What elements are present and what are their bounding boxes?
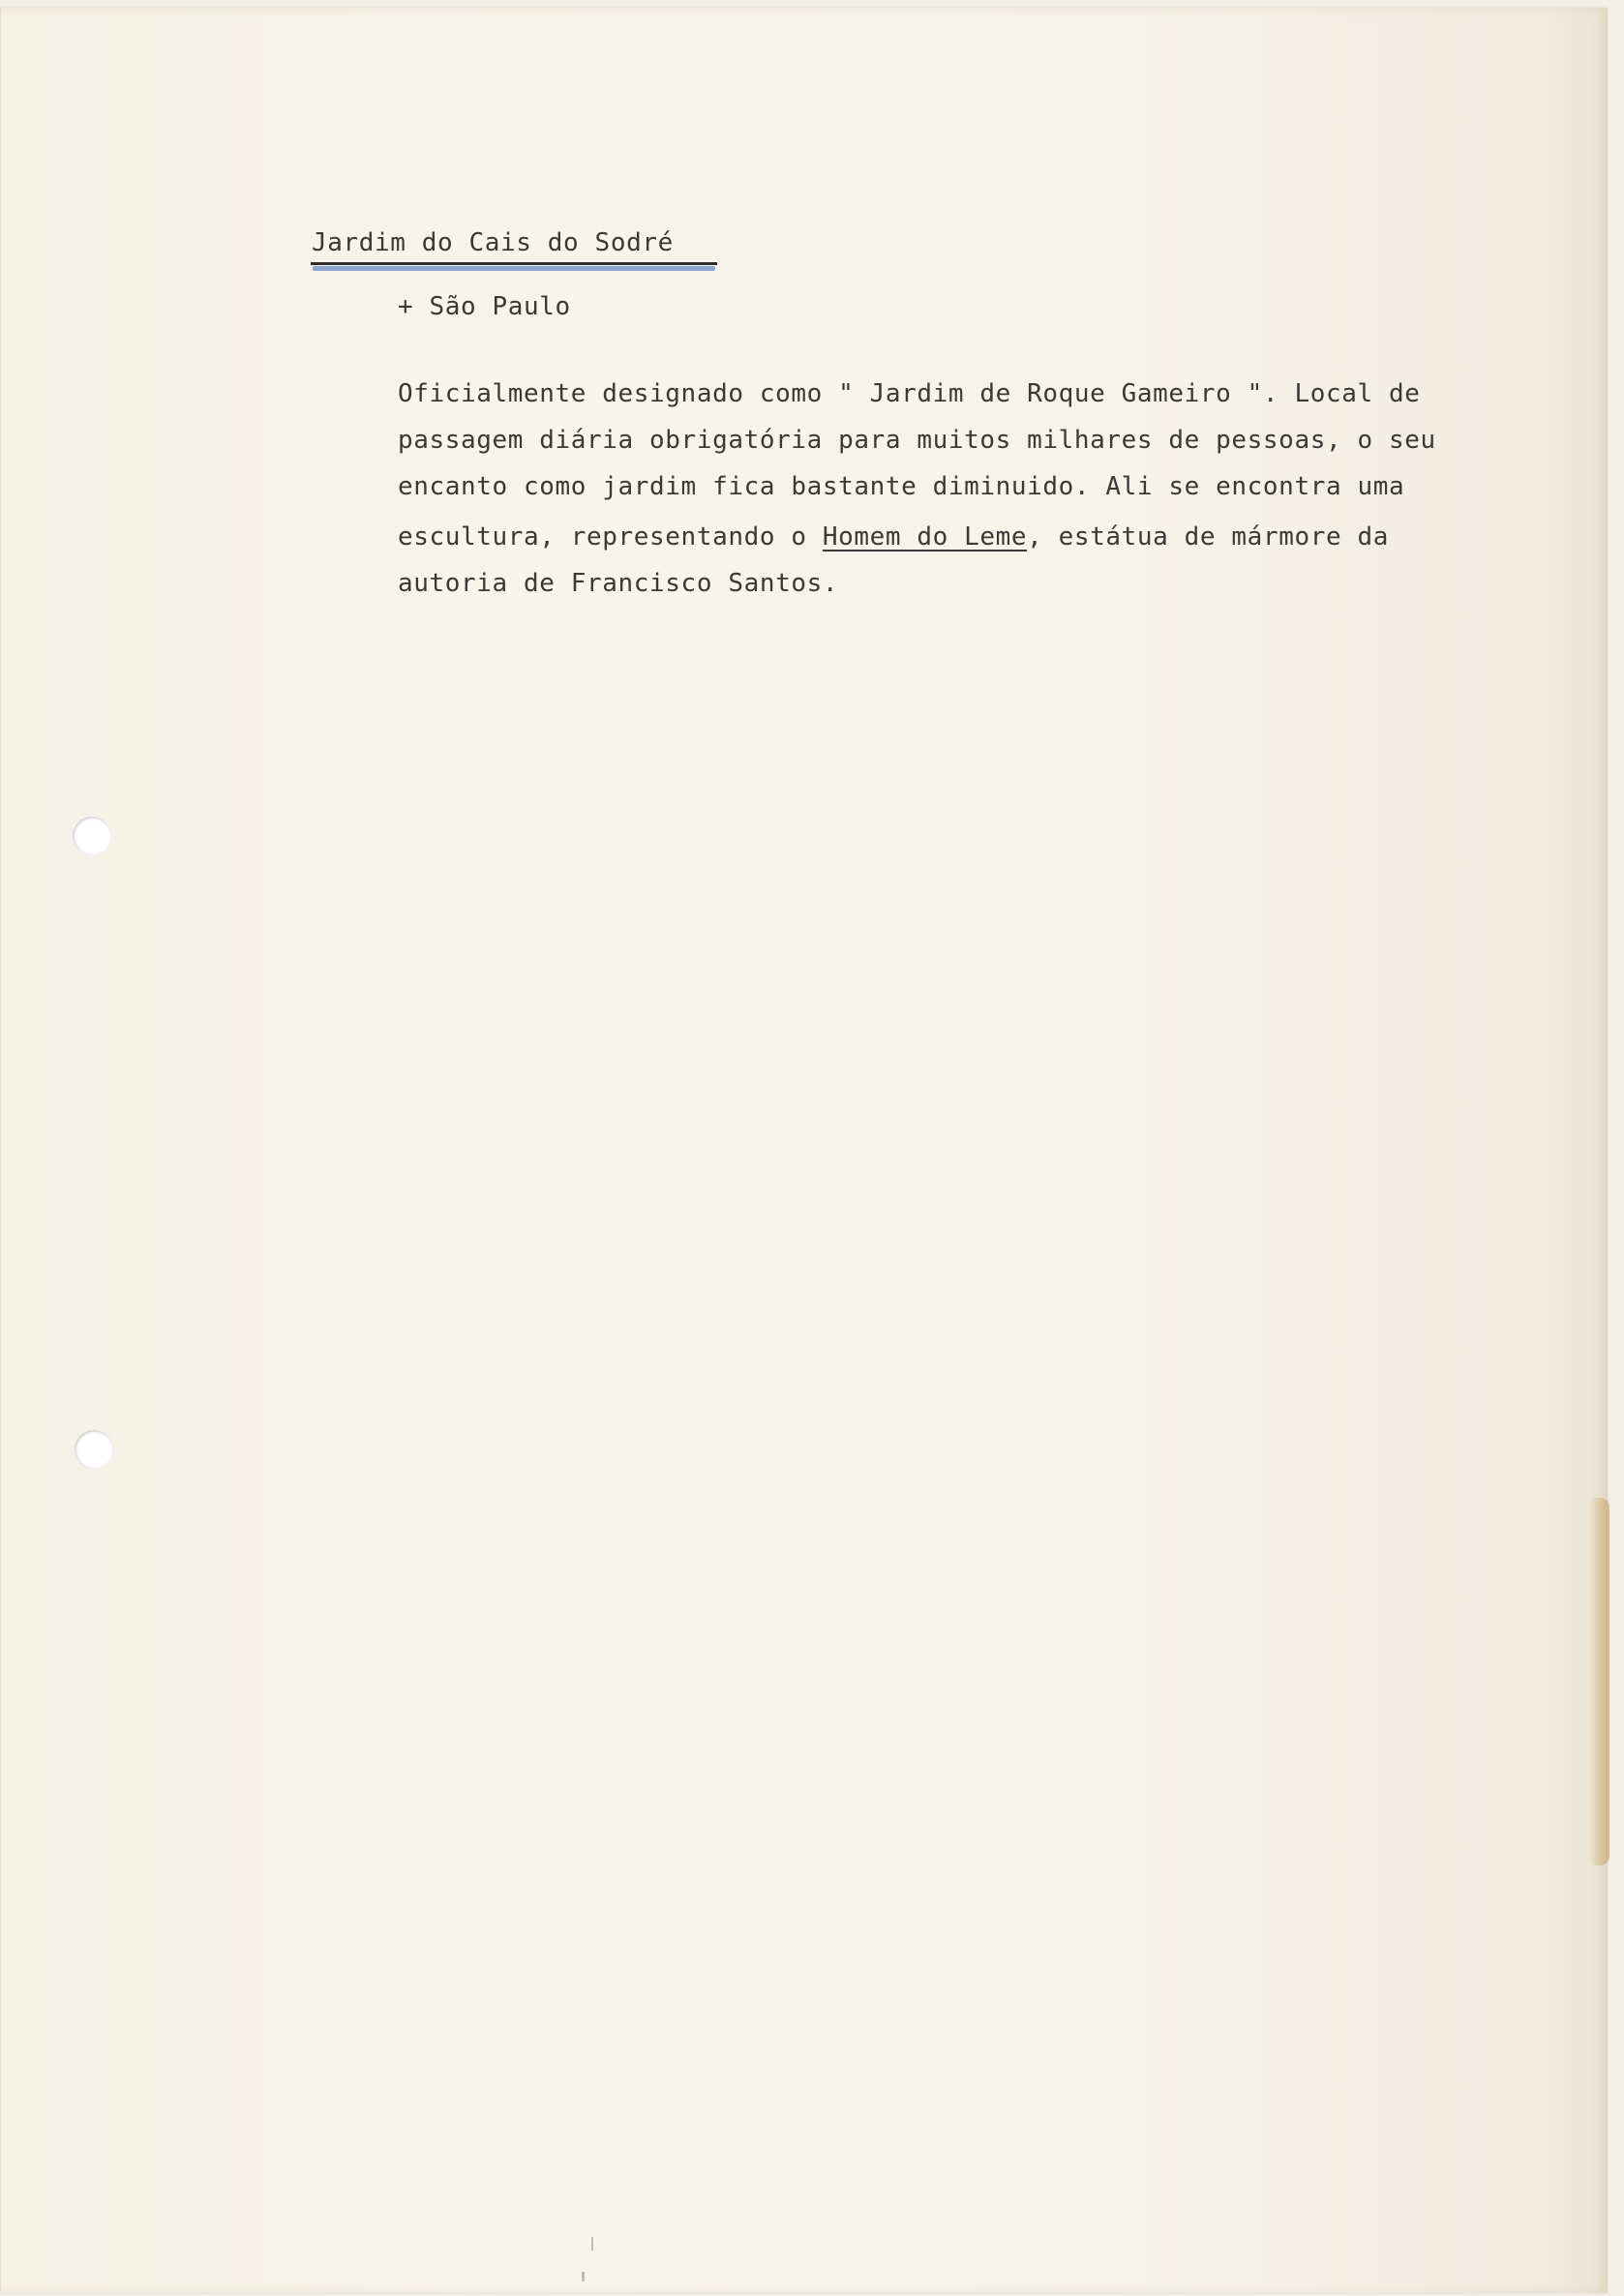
title-pencil-underline — [313, 266, 715, 271]
punch-hole-bottom — [75, 1430, 113, 1469]
underlined-statue-name: Homem do Leme — [822, 522, 1028, 552]
punch-hole-top — [73, 817, 111, 855]
body-line-4 — [398, 522, 1389, 552]
body-line-3: encanto como jardim fica bastante diminuido. Ali se encontra uma — [398, 472, 1405, 501]
body-line-2: passagem diária obrigatória para muitos milhares de pessoas, o seu — [398, 426, 1436, 455]
paper-speck — [591, 2237, 593, 2251]
document-title: Jardim do Cais do Sodré — [312, 228, 674, 257]
body-line-1: Oficialmente designado como " Jardim de Roque Gameiro ". Local de — [398, 379, 1421, 408]
line-4-before: escultura, representando o — [398, 522, 823, 552]
paper-sheet — [0, 8, 1608, 2293]
document-subtitle: + São Paulo — [398, 292, 571, 321]
paper-stain — [1588, 1498, 1609, 1865]
title-underline — [311, 262, 717, 265]
body-line-5: autoria de Francisco Santos. — [398, 569, 839, 598]
paper-speck — [582, 2272, 585, 2281]
line-4-after: , estátua de mármore da — [1027, 522, 1389, 552]
